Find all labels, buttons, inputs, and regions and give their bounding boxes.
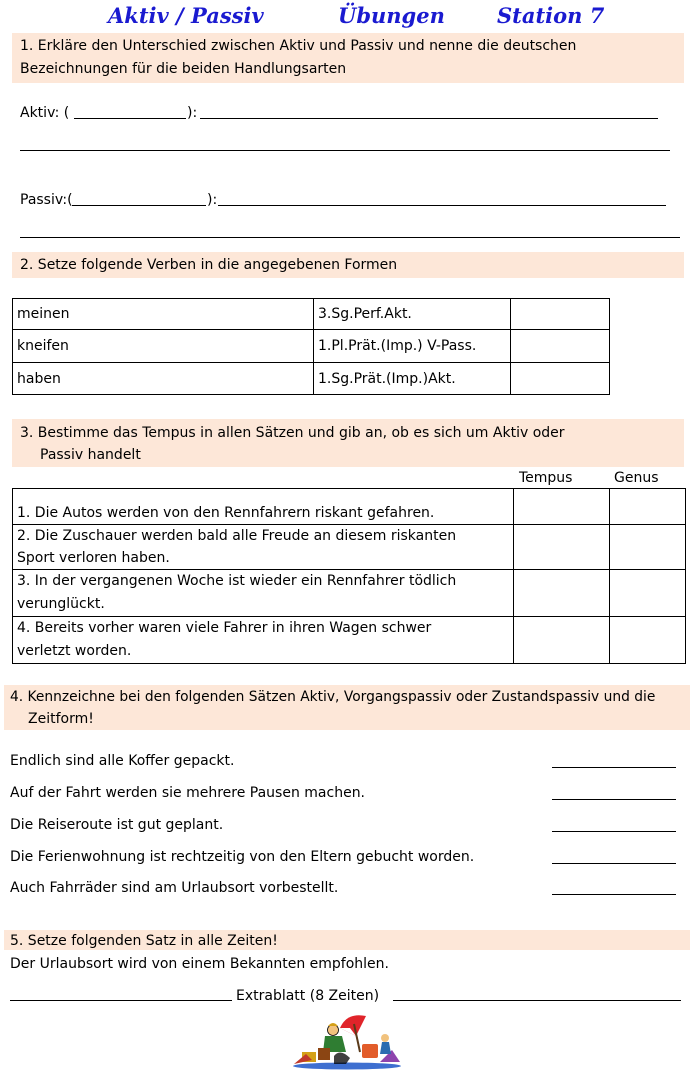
answer-cell[interactable]: [511, 363, 610, 395]
sentence-line: Sport verloren haben.: [17, 550, 170, 566]
aktiv-close: ):: [187, 105, 198, 121]
header-exercises: Übungen: [338, 3, 445, 28]
form-cell: 1.Sg.Prät.(Imp.)Akt.: [314, 363, 511, 395]
task4-sentence: Die Ferienwohnung ist rechtzeitig von den Eltern gebucht worden.: [10, 849, 475, 865]
task5-heading: 5. Setze folgenden Satz in alle Zeiten!: [10, 933, 278, 949]
task4-sentence: Auf der Fahrt werden sie mehrere Pausen machen.: [10, 785, 366, 801]
table-row: [13, 489, 686, 525]
passiv-answer-blank: [218, 205, 666, 206]
vacation-clipart-icon: [290, 1008, 404, 1070]
sentence-line: 3. In der vergangenen Woche ist wieder ein Rennfahrer tödlich: [17, 573, 457, 589]
task4-answer-blank: [552, 767, 676, 768]
task4-instruction-line2: Zeitform!: [28, 711, 94, 727]
task4-sentence: Die Reiseroute ist gut geplant.: [10, 817, 224, 833]
passiv-answer-blank-2: [20, 237, 680, 238]
task3-instruction-line1: 3. Bestimme das Tempus in allen Sätzen und gib an, ob es sich um Aktiv oder: [20, 425, 565, 441]
form-cell: 1.Pl.Prät.(Imp.) V-Pass.: [314, 330, 511, 363]
genus-cell[interactable]: [610, 489, 686, 525]
task4-answer-blank: [552, 799, 676, 800]
column-header-tempus: Tempus: [519, 470, 573, 486]
column-header-genus: Genus: [614, 470, 659, 486]
aktiv-term-blank: [74, 118, 186, 119]
extrablatt-blank-right: [393, 1000, 681, 1001]
sentence-cell: [13, 617, 514, 664]
genus-cell[interactable]: [610, 617, 686, 664]
task4-answer-blank: [552, 831, 676, 832]
task1-instruction-line1: 1. Erkläre den Unterschied zwischen Aktiv und Passiv und nenne die deutschen: [20, 38, 577, 54]
sentence-line: 2. Die Zuschauer werden bald alle Freude an diesem riskanten: [17, 528, 457, 544]
table-row: [13, 330, 610, 363]
task4-sentence: Auch Fahrräder sind am Urlaubsort vorbestellt.: [10, 880, 339, 896]
header-topic: Aktiv / Passiv: [108, 3, 264, 28]
aktiv-label: Aktiv: (: [20, 105, 70, 121]
table-row: [13, 525, 686, 570]
sentence-line: verunglückt.: [17, 596, 105, 612]
verb-cell: haben: [13, 363, 314, 395]
task4-answer-blank: [552, 894, 676, 895]
tempus-cell[interactable]: [514, 525, 610, 570]
table-row: [13, 363, 610, 395]
answer-cell[interactable]: [511, 330, 610, 363]
sentence-cell: [13, 489, 514, 525]
page-header: [0, 0, 696, 30]
task4-answer-blank: [552, 863, 676, 864]
task3-instruction-line2: Passiv handelt: [40, 447, 141, 463]
extrablatt-label: Extrablatt (8 Zeiten): [236, 988, 380, 1004]
task1-instruction-line2: Bezeichnungen für die beiden Handlungsarten: [20, 61, 347, 77]
sentence-cell: [13, 570, 514, 617]
passiv-close: ):: [207, 192, 218, 208]
table-row: [13, 617, 686, 664]
sentence-line: verletzt worden.: [17, 643, 132, 659]
genus-cell[interactable]: [610, 525, 686, 570]
task2-heading: 2. Setze folgende Verben in die angegebenen Formen: [20, 257, 398, 273]
task5-sentence: Der Urlaubsort wird von einem Bekannten empfohlen.: [10, 956, 389, 972]
genus-cell[interactable]: [610, 570, 686, 617]
aktiv-answer-blank-2: [20, 150, 670, 151]
verb-forms-table: [12, 298, 610, 395]
verb-cell: kneifen: [13, 330, 314, 363]
sentence-cell: [13, 525, 514, 570]
extrablatt-blank-left: [10, 1000, 232, 1001]
passiv-label: Passiv:(: [20, 192, 73, 208]
passiv-term-blank: [72, 205, 206, 206]
form-cell: 3.Sg.Perf.Akt.: [314, 299, 511, 330]
task4-sentence: Endlich sind alle Koffer gepackt.: [10, 753, 235, 769]
aktiv-answer-blank: [200, 118, 658, 119]
tempus-cell[interactable]: [514, 489, 610, 525]
table-row: [13, 299, 610, 330]
tempus-cell[interactable]: [514, 570, 610, 617]
verb-cell: meinen: [13, 299, 314, 330]
table-row: [13, 570, 686, 617]
answer-cell[interactable]: [511, 299, 610, 330]
sentence-line: 4. Bereits vorher waren viele Fahrer in ihren Wagen schwer: [17, 620, 432, 636]
tempus-genus-table: [12, 488, 686, 664]
tempus-cell[interactable]: [514, 617, 610, 664]
sentence-line: 1. Die Autos werden von den Rennfahrern riskant gefahren.: [17, 505, 435, 521]
task4-instruction-line1: 4. Kennzeichne bei den folgenden Sätzen Aktiv, Vorgangspassiv oder Zustandspassiv und die: [10, 689, 656, 705]
header-station: Station 7: [497, 3, 605, 28]
